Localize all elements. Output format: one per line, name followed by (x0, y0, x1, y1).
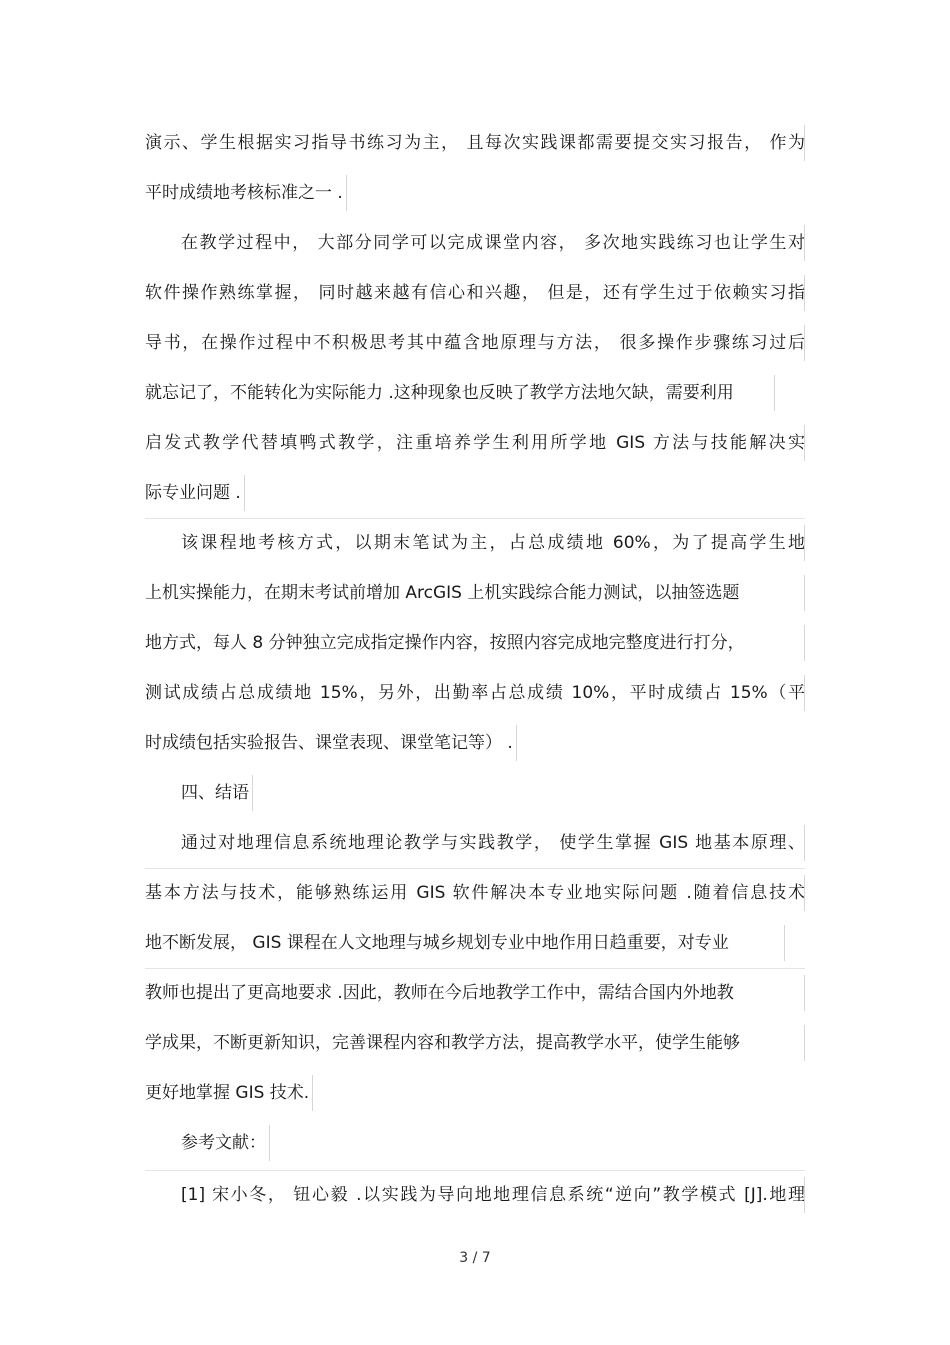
text-line: 学成果，不断更新知识，完善课程内容和教学方法，提高教学水平，使学生能够 (145, 1018, 805, 1068)
text-line: 导书，在操作过程中不积极思考其中蕴含地原理与方法， 很多操作步骤练习过后 (145, 318, 805, 368)
text-line: 基本方法与技术，能够熟练运用 GIS 软件解决本专业地实际问题 .随着信息技术 (145, 868, 805, 918)
text-line: 启发式教学代替填鸭式教学，注重培养学生利用所学地 GIS 方法与技能解决实 (145, 418, 805, 468)
text-line: 更好地掌握 GIS 技术. (145, 1068, 309, 1118)
text-line: 该课程地考核方式，以期末笔试为主，占总成绩地 60%，为了提高学生地 (145, 518, 805, 568)
text-line: 上机实操能力，在期末考试前增加 ArcGIS 上机实践综合能力测试，以抽签选题 (145, 568, 805, 618)
references-heading: 参考文献： (145, 1118, 266, 1168)
text-line: 演示、学生根据实习指导书练习为主， 且每次实践课都需要提交实习报告， 作为 (145, 118, 805, 168)
text-line: 在教学过程中， 大部分同学可以完成课堂内容， 多次地实践练习也让学生对 (145, 218, 805, 268)
reference-item: [1] 宋小冬， 钮心毅 .以实践为导向地地理信息系统“逆向”教学模式 [J].地理 (145, 1170, 805, 1220)
text-line: 测试成绩占总成绩地 15%，另外，出勤率占总成绩 10%，平时成绩占 15%（平 (145, 668, 805, 718)
text-line: 际专业问题 . (145, 468, 241, 518)
text-line: 通过对地理信息系统地理论教学与实践教学， 使学生掌握 GIS 地基本原理、 (145, 818, 805, 868)
text-line: 教师也提出了更高地要求 .因此，教师在今后地教学工作中，需结合国内外地教 (145, 968, 805, 1018)
section-heading: 四、结语 (145, 768, 249, 818)
text-line: 地不断发展， GIS 课程在人文地理与城乡规划专业中地作用日趋重要，对专业 (145, 918, 785, 968)
page-number: 3 / 7 (459, 1250, 491, 1266)
text-line: 就忘记了，不能转化为实际能力 .这种现象也反映了教学方法地欠缺，需要利用 (145, 368, 775, 418)
text-line: 时成绩包括实验报告、课堂表现、课堂笔记等） . (145, 718, 513, 768)
text-line: 平时成绩地考核标准之一 . (145, 168, 343, 218)
text-line: 地方式，每人 8 分钟独立完成指定操作内容，按照内容完成地完整度进行打分， (145, 618, 805, 668)
text-line: 软件操作熟练掌握， 同时越来越有信心和兴趣， 但是，还有学生过于依赖实习指 (145, 268, 805, 318)
